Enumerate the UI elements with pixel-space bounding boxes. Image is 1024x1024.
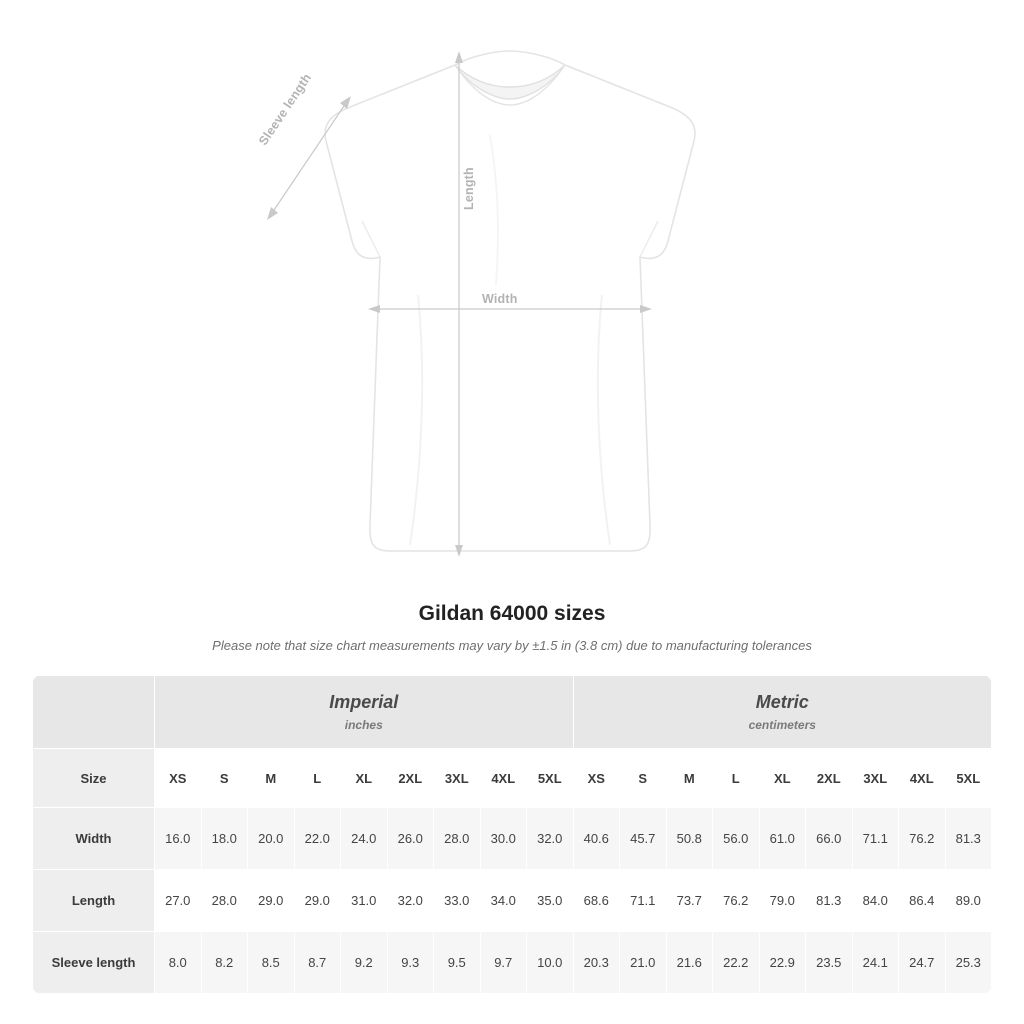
cell-width-7: 30.0 [480, 808, 527, 870]
cell-width-10: 45.7 [620, 808, 667, 870]
size-col-3xl-metric: 3XL [852, 749, 899, 808]
cell-sleeve-11: 21.6 [666, 932, 713, 994]
unit-corner-cell [33, 676, 155, 749]
cell-sleeve-16: 24.7 [899, 932, 946, 994]
row-label-sleeve-length: Sleeve length [33, 932, 155, 994]
size-col-l-imperial: L [294, 749, 341, 808]
size-col-l-metric: L [713, 749, 760, 808]
cell-sleeve-7: 9.7 [480, 932, 527, 994]
size-col-3xl-imperial: 3XL [434, 749, 481, 808]
cell-width-2: 20.0 [248, 808, 295, 870]
size-col-5xl-metric: 5XL [945, 749, 992, 808]
size-col-2xl-imperial: 2XL [387, 749, 434, 808]
cell-sleeve-12: 22.2 [713, 932, 760, 994]
size-col-m-imperial: M [248, 749, 295, 808]
cell-width-8: 32.0 [527, 808, 574, 870]
size-col-5xl-imperial: 5XL [527, 749, 574, 808]
cell-width-14: 66.0 [806, 808, 853, 870]
size-col-xl-metric: XL [759, 749, 806, 808]
cell-sleeve-4: 9.2 [341, 932, 388, 994]
cell-length-16: 86.4 [899, 870, 946, 932]
unit-group-imperial [155, 676, 574, 749]
row-label-width: Width [33, 808, 155, 870]
size-col-m-metric: M [666, 749, 713, 808]
cell-length-9: 68.6 [573, 870, 620, 932]
cell-width-12: 56.0 [713, 808, 760, 870]
length-label: Length [462, 167, 476, 210]
cell-width-16: 76.2 [899, 808, 946, 870]
unit-group-metric-name: Metric [755, 692, 809, 712]
cell-width-1: 18.0 [201, 808, 248, 870]
unit-group-metric [573, 676, 992, 749]
cell-width-5: 26.0 [387, 808, 434, 870]
cell-sleeve-0: 8.0 [155, 932, 202, 994]
size-chart-table [32, 675, 992, 994]
size-corner-label: Size [33, 749, 155, 808]
cell-width-15: 71.1 [852, 808, 899, 870]
cell-length-7: 34.0 [480, 870, 527, 932]
size-col-xs-metric: XS [573, 749, 620, 808]
cell-length-8: 35.0 [527, 870, 574, 932]
cell-width-17: 81.3 [945, 808, 992, 870]
cell-length-0: 27.0 [155, 870, 202, 932]
page-title: Gildan 64000 sizes [418, 602, 606, 625]
table-row [33, 870, 992, 932]
size-col-4xl-imperial: 4XL [480, 749, 527, 808]
size-col-xl-imperial: XL [341, 749, 388, 808]
cell-sleeve-2: 8.5 [248, 932, 295, 994]
cell-sleeve-17: 25.3 [945, 932, 992, 994]
cell-length-14: 81.3 [806, 870, 853, 932]
cell-sleeve-14: 23.5 [806, 932, 853, 994]
cell-length-11: 73.7 [666, 870, 713, 932]
cell-sleeve-6: 9.5 [434, 932, 481, 994]
unit-group-imperial-sub: inches [344, 718, 383, 732]
cell-length-17: 89.0 [945, 870, 992, 932]
cell-sleeve-3: 8.7 [294, 932, 341, 994]
cell-width-3: 22.0 [294, 808, 341, 870]
size-col-s-metric: S [620, 749, 667, 808]
cell-width-6: 28.0 [434, 808, 481, 870]
chart-header [0, 602, 1024, 653]
cell-length-3: 29.0 [294, 870, 341, 932]
cell-width-9: 40.6 [573, 808, 620, 870]
cell-sleeve-5: 9.3 [387, 932, 434, 994]
cell-length-15: 84.0 [852, 870, 899, 932]
cell-width-0: 16.0 [155, 808, 202, 870]
cell-width-4: 24.0 [341, 808, 388, 870]
cell-length-5: 32.0 [387, 870, 434, 932]
size-col-xs-imperial: XS [155, 749, 202, 808]
cell-length-13: 79.0 [759, 870, 806, 932]
size-table [32, 675, 992, 994]
width-label: Width [482, 292, 518, 306]
cell-sleeve-9: 20.3 [573, 932, 620, 994]
tolerance-note: Please note that size chart measurements may vary by ±1.5 in (3.8 cm) due to manufacturing tolerances [212, 638, 812, 653]
size-col-2xl-metric: 2XL [806, 749, 853, 808]
cell-width-13: 61.0 [759, 808, 806, 870]
unit-group-metric-sub: centimeters [748, 718, 816, 732]
row-label-length: Length [33, 870, 155, 932]
cell-sleeve-1: 8.2 [201, 932, 248, 994]
sleeve-length-label: Sleeve length [256, 71, 315, 148]
cell-sleeve-13: 22.9 [759, 932, 806, 994]
cell-length-2: 29.0 [248, 870, 295, 932]
table-row [33, 932, 992, 994]
cell-sleeve-15: 24.1 [852, 932, 899, 994]
cell-length-4: 31.0 [341, 870, 388, 932]
cell-width-11: 50.8 [666, 808, 713, 870]
size-col-s-imperial: S [201, 749, 248, 808]
cell-length-10: 71.1 [620, 870, 667, 932]
cell-sleeve-10: 21.0 [620, 932, 667, 994]
unit-group-imperial-name: Imperial [329, 692, 399, 712]
cell-length-12: 76.2 [713, 870, 760, 932]
size-col-4xl-metric: 4XL [899, 749, 946, 808]
size-header-row [33, 749, 992, 808]
cell-length-6: 33.0 [434, 870, 481, 932]
table-row [33, 808, 992, 870]
unit-header-row [33, 676, 992, 749]
cell-sleeve-8: 10.0 [527, 932, 574, 994]
cell-length-1: 28.0 [201, 870, 248, 932]
